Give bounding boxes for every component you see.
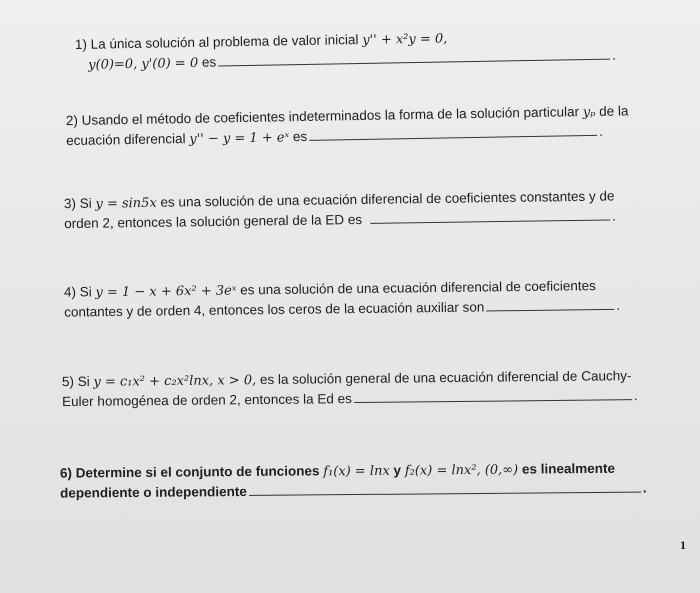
q6-period: . <box>642 480 647 496</box>
question-6 <box>60 458 660 502</box>
q5-period: . <box>633 388 638 404</box>
q2-text-2: ecuación diferencial <box>66 131 186 149</box>
q1-initial-conditions: y(0)=0, y'(0) = 0 <box>88 55 199 73</box>
q4-si: 4) Si <box>63 284 92 300</box>
q3-period: . <box>611 208 616 224</box>
q6-f2: f₂(x) = lnx², (0,∞) <box>404 462 519 479</box>
q2-tail: de la <box>599 103 629 119</box>
q4-equation: y = 1 − x + 6x² + 3eˣ <box>95 283 237 301</box>
q5-equation: y = c₁x² + c₂x²lnx, x > 0, <box>93 373 257 390</box>
q6-f1: f₁(x) = lnx <box>323 463 390 480</box>
q6-tail: es linealmente <box>521 460 616 477</box>
q1-period: . <box>611 47 617 63</box>
q3-equation: y = sin5x <box>95 195 157 212</box>
q6-text-2: dependiente o independiente <box>60 483 247 501</box>
question-3 <box>60 186 660 233</box>
question-5 <box>60 366 660 411</box>
q2-equation: y'' − y = 1 + eˣ <box>189 130 290 147</box>
q2-answer-blank[interactable] <box>309 123 597 141</box>
q3-si: 3) Si <box>63 195 92 212</box>
q6-answer-blank[interactable] <box>249 480 641 496</box>
q5-answer-blank[interactable] <box>354 387 632 403</box>
q2-period: . <box>599 123 604 139</box>
question-4 <box>60 275 660 321</box>
q2-es: es <box>292 128 308 145</box>
q2-text: 2) Usando el método de coeficientes indeterminados la forma de la solución particular <box>65 104 580 129</box>
question-2 <box>60 101 661 151</box>
q4-answer-blank[interactable] <box>486 297 614 312</box>
q3-text: es una solución de una ecuación diferencial de coeficientes constantes y de <box>160 188 615 210</box>
q5-text: es la solución general de una ecuación diferencial de Cauchy- <box>259 368 632 388</box>
q5-si: 5) Si <box>61 373 90 390</box>
question-1 <box>60 25 661 75</box>
q3-text-2: orden 2, entonces la solución general de la ED es <box>64 211 363 232</box>
q5-text-2: Euler homogénea de orden 2, entonces la Ed es <box>62 391 352 410</box>
q4-period: . <box>616 297 621 313</box>
q1-text: 1) La única solución al problema de valor inicial <box>74 32 359 52</box>
q4-text-2: contantes y de orden 4, entonces los ceros de la ecuación auxiliar son <box>64 299 485 320</box>
q6-y: y <box>393 462 402 478</box>
page-number: 1 <box>680 538 686 552</box>
q1-equation: y'' + x²y = 0, <box>362 31 448 48</box>
q1-es: es <box>201 54 217 70</box>
q2-yp: yₚ <box>582 104 596 121</box>
q4-text: es una solución de una ecuación diferencial de coeficientes <box>240 278 596 298</box>
q3-answer-blank[interactable] <box>370 208 610 224</box>
q6-text: 6) Determine si el conjunto de funciones <box>59 463 320 481</box>
